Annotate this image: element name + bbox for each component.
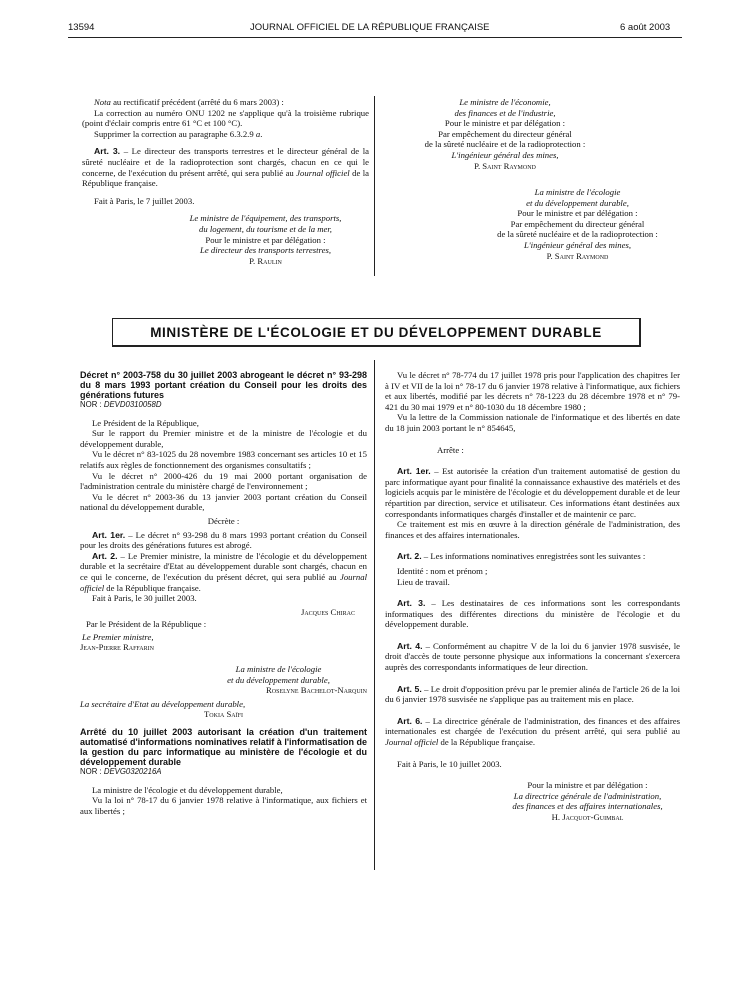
- lower-left-column: [80, 370, 367, 816]
- arrete-art1-text: – Est autorisée la création d'un traitement automatisé de gestion du parc informatique ayant pour finalité la connaissance exhaustive des matériels et des logiciels acquis par le ministère de l'écologie et du développement durable et de leur répartition par direction, service et utilisateur. Ces informations étant destinées aux correspondants informatiques chargés d'installer et de maintenir ce parc.: [385, 466, 680, 519]
- journal-title: JOURNAL OFFICIEL DE LA RÉPUBLIQUE FRANÇAISE: [250, 22, 490, 33]
- arrete-visa-2: Vu la lettre de la Commission nationale de l'informatique et des libertés en date du 18 juin 2003 portant le n° 854645,: [385, 412, 680, 433]
- sig-a-1: Le ministre de l'économie,: [459, 97, 551, 107]
- suppression-letter: a: [255, 128, 261, 139]
- sig-a-3: Pour le ministre et par délégation :: [444, 118, 566, 129]
- decret-title: Décret n° 2003-758 du 30 juillet 2003 abrogeant le décret n° 93-298 du 8 mars 1993 portant création du Conseil pour les droits des générations futures: [80, 370, 367, 400]
- decrete-label: Décrète :: [207, 515, 240, 526]
- art3-paragraph: [82, 146, 369, 188]
- decret-art1: [80, 530, 367, 551]
- arrete-art6-label: Art. 6.: [397, 715, 423, 726]
- arrete-visa-1: Vu le décret n° 78-774 du 17 juillet 1978 pris pour l'application des chapitres Ier à IV et VII de la loi n° 78-17 du 6 janvier 1978 relative à l'informatique, aux fichiers et aux libertés, modifié par les décrets n° 78-1223 du 28 décembre 1978 et n° 79-421 du 30 mai 1979 et n° 80-1030 du 18 décembre 1980 ;: [385, 370, 680, 412]
- decret-art2-label: Art. 2.: [92, 550, 118, 561]
- correction-text: La correction au numéro ONU 1202 ne s'applique qu'à la troisième rubrique (point d'éclair compris entre 61 °C et 100 °C).: [82, 107, 369, 129]
- art3-end: de la République française.: [82, 167, 369, 189]
- decret-art1-text: – Le décret n° 93-298 du 8 mars 1993 portant création du Conseil pour les droits des générations futures est abrogé.: [80, 529, 368, 551]
- suppression-pre: Supprimer la correction au paragraphe 6.3.2.9: [94, 128, 256, 139]
- journal-officiel-ref: Journal officiel: [385, 737, 439, 748]
- journal-officiel-ref: Journal officiel: [296, 167, 350, 178]
- sig-a-2: des finances et de l'industrie,: [454, 107, 556, 118]
- lower-right-column: [385, 370, 680, 823]
- arrete-sig-1: Pour la ministre et par délégation :: [527, 780, 648, 791]
- arrete-art4: [385, 641, 680, 673]
- decret-preamble-5: Vu le décret n° 2003-36 du 13 janvier 2003 portant création du Conseil national du développement durable,: [80, 491, 367, 513]
- sig-b-3: Pour le ministre et par délégation :: [517, 208, 638, 219]
- suppression-text: [82, 129, 369, 140]
- arrete-art2-label: Art. 2.: [397, 551, 422, 562]
- sig-a-4: Par empêchement du directeur général: [438, 128, 572, 139]
- arrete-nor-code: DEVG0320216A: [103, 767, 162, 777]
- arrete-art6: [385, 716, 680, 748]
- arrete-art5-label: Art. 5.: [397, 683, 422, 694]
- arrete-art4-text: – Conformément au chapitre V de la loi du 6 janvier 1978 susvisée, le droit d'accès de toute personne physique aux informations la concernant s'exercera auprès des correspondants informatiques de leur direction.: [385, 640, 680, 673]
- decret-nor: [80, 400, 367, 411]
- signature-title-2: du logement, du tourisme et de la mer,: [199, 223, 332, 234]
- sig-b-2: et du développement durable,: [526, 197, 629, 208]
- arrete-art1-p2: Ce traitement est mis en œuvre à la direction générale de l'administration, des finances et des affaires internationales.: [385, 519, 680, 540]
- nota-label: Nota: [94, 97, 111, 107]
- arrete-art5: [385, 684, 680, 705]
- header-rule: [68, 37, 682, 38]
- arrete-preamble-1: La ministre de l'écologie et du développement durable,: [92, 784, 283, 795]
- sig-b-7: P. Saint Raymond: [546, 250, 609, 261]
- arrete-art4-label: Art. 4.: [397, 640, 423, 651]
- issue-date: 6 août 2003: [620, 22, 671, 33]
- arrete-art1-label: Art. 1er.: [397, 466, 431, 477]
- arrete-art3: [385, 598, 680, 630]
- field-lieu: Lieu de travail.: [397, 576, 450, 587]
- decret-art2-text: – Le Premier ministre, la ministre de l'écologie et du développement durable et la secrétaire d'Etat au développement durable sont chargés, chacun en ce qui le concerne, de l'exécution du présent décret, qui sera publié au: [80, 550, 367, 582]
- arrete-nor: [80, 767, 367, 778]
- arrete-art1: [385, 466, 680, 519]
- decret-preamble-3: Vu le décret n° 83-1025 du 28 novembre 1983 concernant ses articles 10 et 15 relatifs aux règles de fonctionnement des organismes consultatifs ;: [80, 449, 367, 470]
- signature-delegation: Pour le ministre et par délégation :: [205, 234, 326, 245]
- top-right-column: [385, 97, 625, 171]
- decret-art1-label: Art. 1er.: [92, 529, 126, 540]
- decret-nor-code: DEVD0310058D: [103, 400, 162, 409]
- art3-label: Art. 3.: [94, 146, 121, 157]
- top-left-column: [82, 97, 369, 266]
- arrete-label: Arrête :: [437, 444, 464, 455]
- decret-art2: [80, 551, 367, 593]
- signatory-raffarin: Jean-Pierre Raffarin: [80, 642, 154, 653]
- signatory-chirac: Jacques Chirac: [300, 606, 355, 617]
- ministry-banner: MINISTÈRE DE L'ÉCOLOGIE ET DU DÉVELOPPEMENT DURABLE: [112, 318, 641, 347]
- arrete-sig-name: H. Jacquot-Guimbal: [551, 812, 624, 822]
- top-right-column-b: [470, 187, 685, 261]
- top-column-divider: [374, 96, 375, 276]
- decret-preamble-4: Vu le décret n° 2000-426 du 19 mai 2000 portant organisation de l'administration centrale du ministère chargé de l'environnement ;: [80, 470, 367, 492]
- sig-b-1: La ministre de l'écologie: [534, 187, 621, 197]
- sig-a-7: P. Saint Raymond: [474, 160, 536, 171]
- premier-ministre-label: Le Premier ministre,: [82, 631, 154, 642]
- par-le-president: Par le Président de la République :: [86, 619, 207, 630]
- page-number: 13594: [68, 22, 95, 33]
- arrete-art2: [385, 551, 680, 562]
- fait-date: Fait à Paris, le 7 juillet 2003.: [94, 195, 195, 206]
- arrete-art2-text: – Les informations nominatives enregistrées sont les suivantes :: [421, 551, 646, 562]
- ministre-ecologie-1: La ministre de l'écologie: [235, 664, 322, 675]
- signature-title-1: Le ministre de l'équipement, des transports,: [189, 213, 342, 224]
- art3-text: – Le directeur des transports terrestres et le directeur général de la sûreté nucléaire et de la radioprotection sont chargés, chacun en ce qui le concerne, de l'exécution du présent arrêté, qui sera publié au: [82, 146, 369, 178]
- sig-a-6: L'ingénieur général des mines,: [451, 149, 559, 160]
- arrete-art6-text: – La directrice générale de l'administration, des finances et des affaires internationales est chargée de l'exécution du présent arrêté, qui sera publié au: [385, 715, 680, 737]
- decret-fait: Fait à Paris, le 30 juillet 2003.: [92, 593, 197, 604]
- nota-paragraph: [82, 97, 369, 108]
- arrete-sig-2: La directrice générale de l'administration,: [513, 790, 662, 801]
- arrete-art3-label: Art. 3.: [397, 598, 426, 609]
- ministre-ecologie-2: et du développement durable,: [227, 674, 330, 685]
- sig-b-5: de la sûreté nucléaire et de la radioprotection :: [497, 229, 658, 240]
- arrete-art3-text: – Les destinataires de ces informations sont les correspondants informatiques des différentes directions du ministère de l'écologie et du développement durable.: [385, 598, 680, 630]
- arrete-sig-3: des finances et des affaires internationales,: [512, 801, 663, 812]
- decret-art2-end: de la République française.: [104, 582, 201, 593]
- arrete-nor-label: NOR :: [80, 767, 104, 777]
- field-identite: Identité : nom et prénom ;: [397, 565, 488, 576]
- decret-preamble-2: Sur le rapport du Premier ministre et de la ministre de l'écologie et du développement durable,: [80, 428, 367, 449]
- signatory-saifi: Tokia Saïfi: [204, 709, 243, 720]
- arrete-fait: Fait à Paris, le 10 juillet 2003.: [397, 758, 502, 769]
- arrete-title: Arrêté du 10 juillet 2003 autorisant la création d'un traitement automatisé d'informations nominatives relatif à l'informatisation de la gestion du parc informatique au ministère de l'écologie et du développement durable: [80, 727, 367, 768]
- decret-nor-label: NOR :: [80, 400, 104, 409]
- suppression-post: .: [260, 128, 263, 139]
- sig-a-5: de la sûreté nucléaire et de la radioprotection :: [424, 139, 586, 150]
- nota-text: au rectificatif précédent (arrêté du 6 mars 2003) :: [110, 97, 284, 107]
- sig-b-4: Par empêchement du directeur général: [510, 218, 645, 229]
- arrete-preamble-2: Vu la loi n° 78-17 du 6 janvier 1978 relative à l'informatique, aux fichiers et aux libertés ;: [80, 795, 367, 816]
- signature-name: P. Raulin: [249, 255, 282, 266]
- lower-column-divider: [374, 360, 375, 870]
- sig-b-6: L'ingénieur général des mines,: [523, 239, 632, 250]
- journal-officiel-ref: Journal officiel: [80, 571, 367, 593]
- arrete-art6-end: de la République française.: [438, 737, 536, 748]
- signature-director: Le directeur des transports terrestres,: [199, 245, 332, 256]
- arrete-art5-text: – Le droit d'opposition prévu par le premier alinéa de l'article 26 de la loi du 6 janvier 1978 susvisée ne s'applique pas au traitement mis en place.: [385, 683, 680, 705]
- decret-preamble-1: Le Président de la République,: [92, 417, 199, 428]
- signatory-bachelot: Roselyne Bachelot-Narquin: [266, 685, 367, 696]
- secretaire-label: La secrétaire d'Etat au développement durable,: [80, 698, 246, 709]
